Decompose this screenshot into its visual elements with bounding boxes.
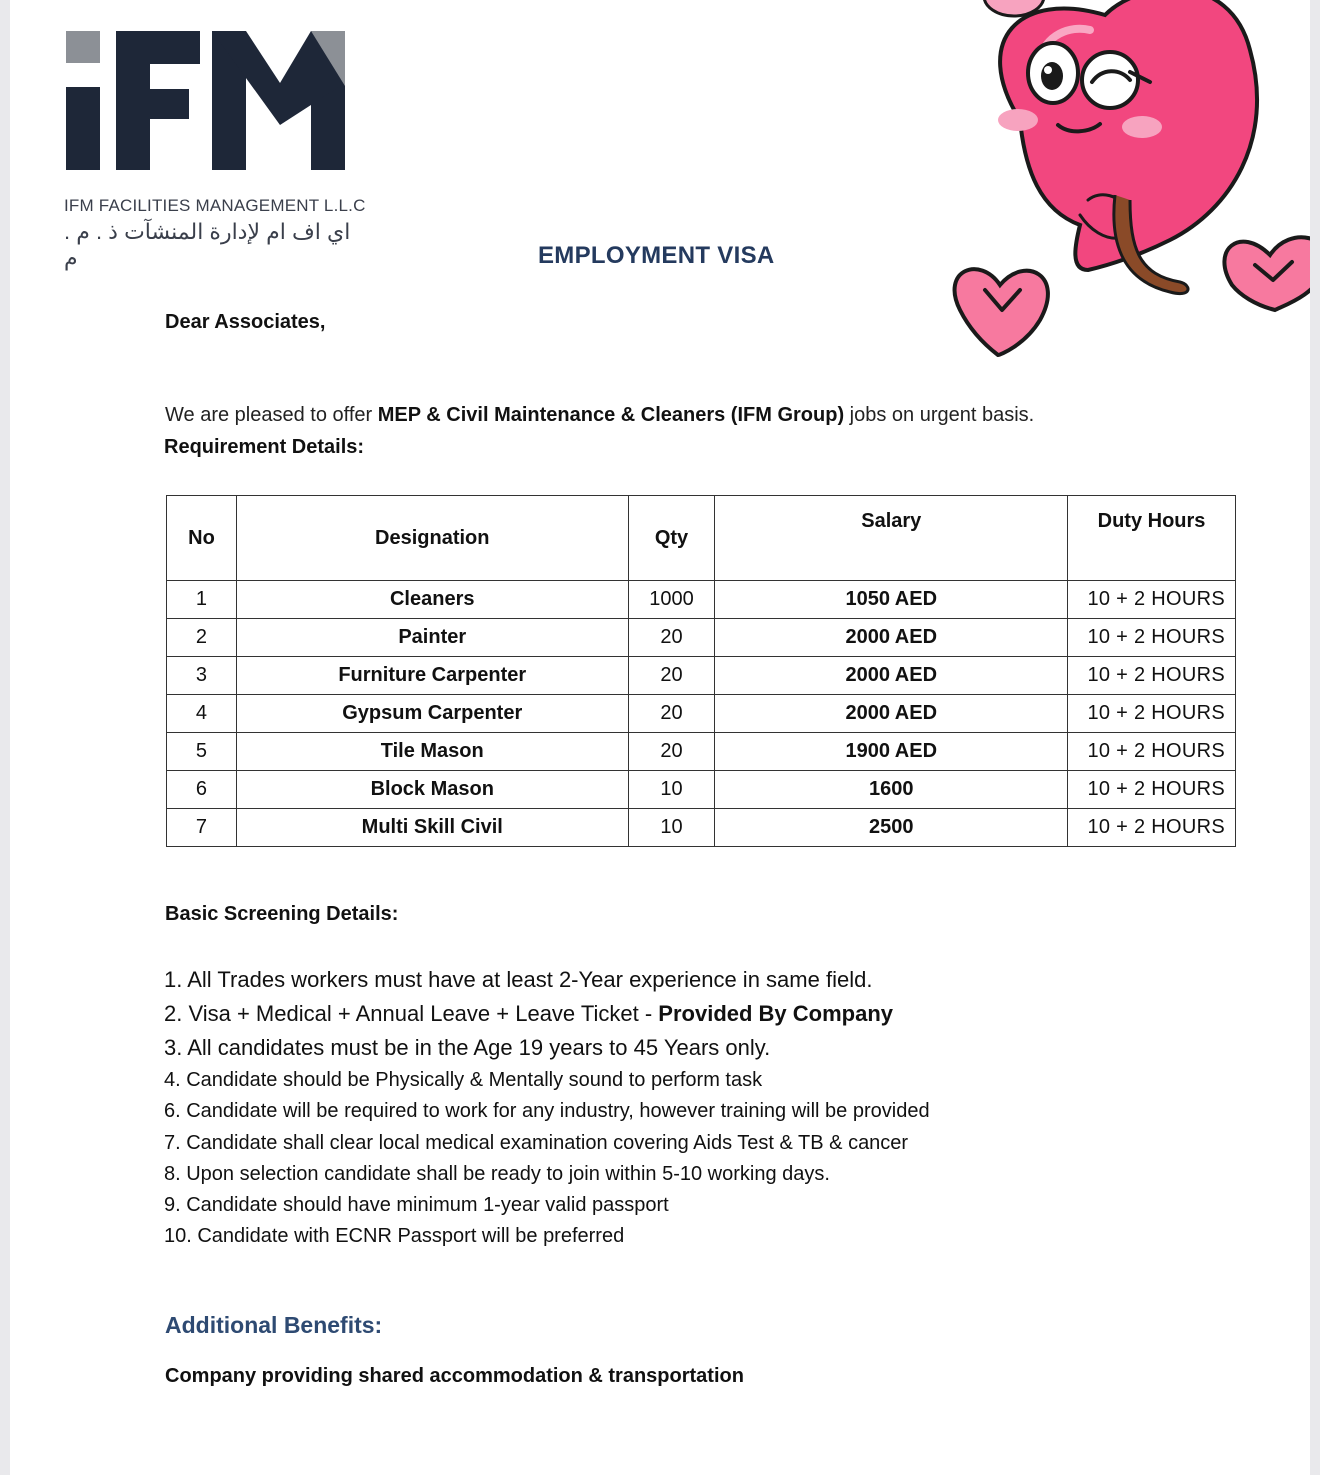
cell-duty-hours: 10 + 2 HOURS — [1068, 771, 1236, 809]
cell-qty: 10 — [628, 809, 715, 847]
cell-no: 5 — [167, 733, 237, 771]
cell-qty: 20 — [628, 695, 715, 733]
screening-list — [164, 963, 930, 1253]
item-text: 9. Candidate should have minimum 1-year valid passport — [164, 1194, 669, 1217]
cell-salary: 1900 AED — [715, 733, 1068, 771]
list-item — [164, 1096, 930, 1127]
cell-qty: 20 — [628, 619, 715, 657]
page-title: EMPLOYMENT VISA — [538, 242, 775, 269]
ifm-logo-mark — [66, 31, 348, 173]
cell-qty: 1000 — [628, 581, 715, 619]
cell-duty-hours: 10 + 2 HOURS — [1068, 695, 1236, 733]
item-text: 8. Upon selection candidate shall be ready to join within 5-10 working days. — [164, 1162, 830, 1185]
cell-designation: Furniture Carpenter — [236, 657, 628, 695]
cell-no: 1 — [167, 581, 237, 619]
cell-salary: 2000 AED — [715, 619, 1068, 657]
cell-no: 3 — [167, 657, 237, 695]
table-row — [167, 619, 1236, 657]
cell-qty: 20 — [628, 657, 715, 695]
table-header-row — [167, 496, 1236, 581]
list-item — [164, 1031, 930, 1065]
heart-sticker-icon — [930, 0, 1310, 375]
benefits-text: Company providing shared accommodation & transportation — [165, 1365, 744, 1387]
cell-salary: 2000 AED — [715, 695, 1068, 733]
cell-duty-hours: 10 + 2 HOURS — [1068, 581, 1236, 619]
item-text: 4. Candidate should be Physically & Mentally sound to perform task — [164, 1069, 763, 1091]
ifm-logo — [66, 31, 348, 178]
cell-duty-hours: 10 + 2 HOURS — [1068, 733, 1236, 771]
item-text: 10. Candidate with ECNR Passport will be preferred — [164, 1225, 625, 1248]
header-no: No — [167, 496, 237, 581]
document-page — [10, 0, 1310, 1475]
item-text: 3. All candidates must be in the Age 19 years to 45 Years only. — [164, 1035, 771, 1060]
cell-no: 7 — [167, 809, 237, 847]
cell-no: 2 — [167, 619, 237, 657]
screening-heading: Basic Screening Details: — [165, 903, 399, 925]
cell-designation: Painter — [236, 619, 628, 657]
item-text: 6. Candidate will be required to work for any industry, however training will be provided — [164, 1100, 930, 1123]
cell-no: 4 — [167, 695, 237, 733]
benefits-heading: Additional Benefits: — [165, 1312, 383, 1338]
header-duty-hours: Duty Hours — [1068, 496, 1236, 581]
intro-text-post: jobs on urgent basis. — [844, 404, 1035, 426]
cell-qty: 20 — [628, 733, 715, 771]
cell-duty-hours: 10 + 2 HOURS — [1068, 809, 1236, 847]
table-row — [167, 695, 1236, 733]
list-item — [164, 997, 930, 1031]
table-row — [167, 657, 1236, 695]
item-text: 1. All Trades workers must have at least 2-Year experience in same field. — [164, 967, 873, 992]
cell-qty: 10 — [628, 771, 715, 809]
company-name-ar: اي اف ام لإدارة المنشآت ذ . م . م — [64, 219, 351, 270]
requirement-heading: Requirement Details: — [164, 436, 365, 458]
table-row — [167, 733, 1236, 771]
header-designation: Designation — [236, 496, 628, 581]
greeting: Dear Associates, — [165, 311, 326, 333]
table-row — [167, 771, 1236, 809]
cell-designation: Cleaners — [236, 581, 628, 619]
cell-designation: Tile Mason — [236, 733, 628, 771]
header-qty: Qty — [628, 496, 715, 581]
cell-designation: Multi Skill Civil — [236, 809, 628, 847]
list-item — [164, 1159, 930, 1190]
item-bold-text: Provided By Company — [658, 1001, 894, 1026]
cell-designation: Gypsum Carpenter — [236, 695, 628, 733]
cell-no: 6 — [167, 771, 237, 809]
list-item — [164, 1065, 930, 1096]
list-item — [164, 963, 930, 997]
cell-designation: Block Mason — [236, 771, 628, 809]
table-row — [167, 581, 1236, 619]
cell-salary: 1600 — [715, 771, 1068, 809]
company-name-en: IFM FACILITIES MANAGEMENT L.L.C — [64, 196, 366, 215]
cell-duty-hours: 10 + 2 HOURS — [1068, 657, 1236, 695]
list-item — [164, 1221, 930, 1252]
table-row — [167, 809, 1236, 847]
item-text: 2. Visa + Medical + Annual Leave + Leave Ticket - — [164, 1001, 659, 1026]
cell-duty-hours: 10 + 2 HOURS — [1068, 619, 1236, 657]
intro-paragraph — [165, 404, 1034, 427]
header-salary: Salary — [715, 496, 1068, 581]
cell-salary: 2000 AED — [715, 657, 1068, 695]
intro-text-bold: MEP & Civil Maintenance & Cleaners (IFM Group) — [377, 404, 845, 426]
cell-salary: 2500 — [715, 809, 1068, 847]
list-item — [164, 1128, 930, 1159]
item-text: 7. Candidate shall clear local medical examination covering Aids Test & TB & cancer — [164, 1131, 909, 1154]
requirements-table — [166, 495, 1236, 847]
intro-text-pre: We are pleased to offer — [165, 404, 378, 426]
list-item — [164, 1190, 930, 1221]
cell-salary: 1050 AED — [715, 581, 1068, 619]
